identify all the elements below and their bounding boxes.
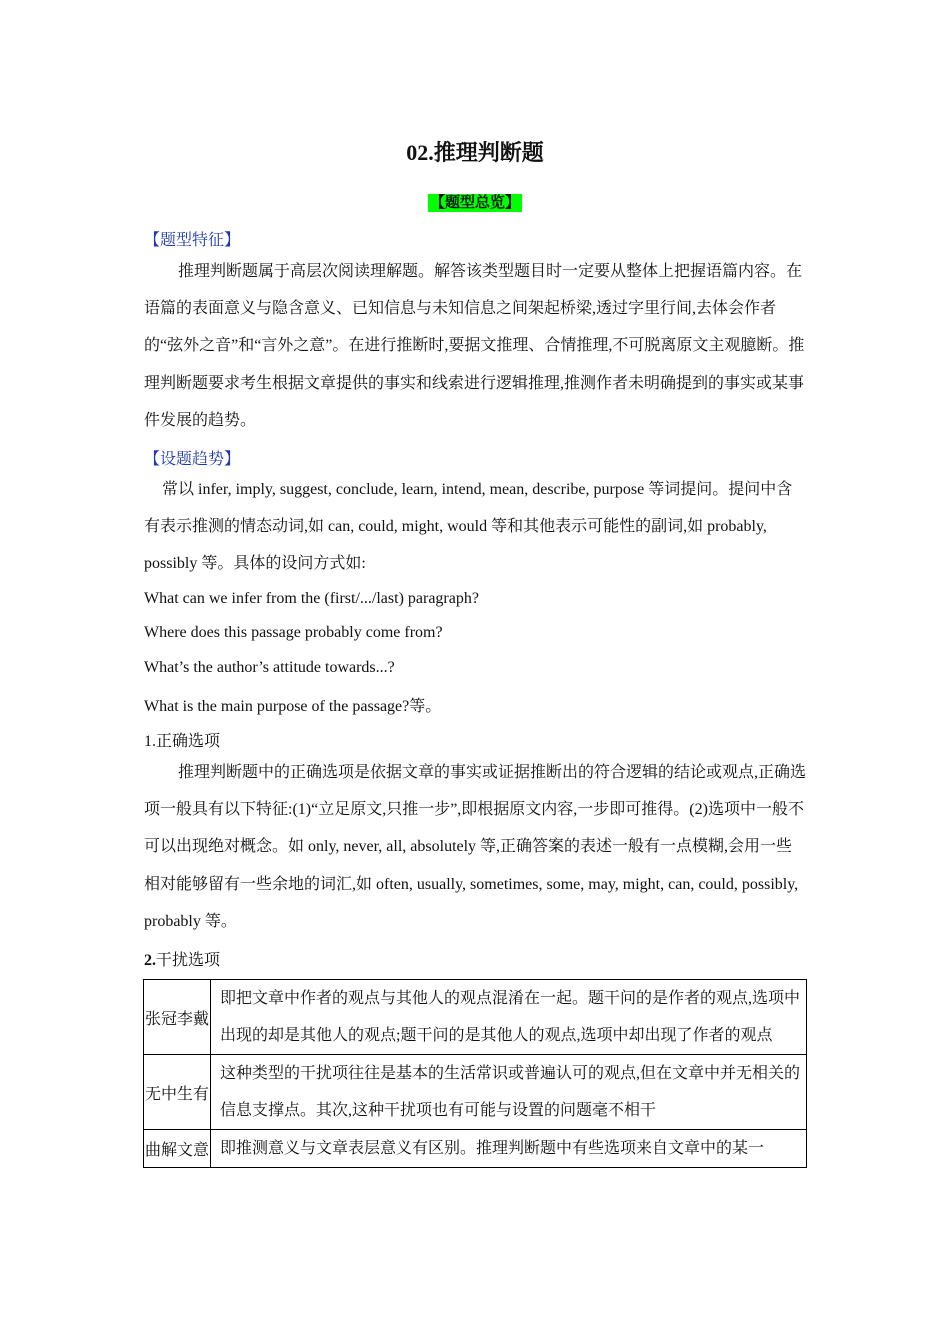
correct-heading: 1.正确选项 <box>144 733 221 750</box>
distractor-type: 曲解文意 <box>144 1130 211 1168</box>
distractor-table <box>143 979 807 1168</box>
distractor-description: 即推测意义与文章表层意义有区别。推理判断题中有些选项来自文章中的某一 <box>211 1130 807 1168</box>
page-title: 02.推理判断题 <box>406 140 544 165</box>
distractors-heading-text: 干扰选项 <box>156 952 221 969</box>
table-row <box>144 1130 807 1168</box>
distractor-type: 无中生有 <box>144 1055 211 1130</box>
distractors-heading <box>144 947 220 970</box>
question-example: What’s the author’s attitude towards...? <box>144 659 395 676</box>
distractor-description: 即把文章中作者的观点与其他人的观点混淆在一起。题干问的是作者的观点,选项中出现的却是其他人的观点;题干问的是其他人的观点,选项中却出现了作者的观点 <box>211 980 807 1055</box>
question-example: What is the main purpose of the passage?等。 <box>144 698 442 715</box>
table-row <box>144 980 807 1055</box>
features-paragraph: 推理判断题属于高层次阅读理解题。解答该类型题目时一定要从整体上把握语篇内容。在语篇的表面意义与隐含意义、已知信息与未知信息之间架起桥梁,透过字里行间,去体会作者的“弦外之音”和“言外之意”。在进行推断时,要据文推理、合情推理,不可脱离原文主观臆断。推理判断题要求考生根据文章提供的事实和线索进行逻辑推理,推测作者未明确提到的事实或某事件发展的趋势。 <box>144 263 805 429</box>
question-example: What can we infer from the (first/.../last) paragraph? <box>144 590 479 607</box>
features-heading: 【题型特征】 <box>144 232 241 249</box>
distractor-description: 这种类型的干扰项往往是基本的生活常识或普遍认可的观点,但在文章中并无相关的信息支撑点。其次,这种干扰项也有可能与设置的问题毫不相干 <box>211 1055 807 1130</box>
overview-highlight: 【题型总览】 <box>429 195 520 211</box>
distractors-heading-number: 2. <box>144 952 156 969</box>
correct-paragraph: 推理判断题中的正确选项是依据文章的事实或证据推断出的符合逻辑的结论或观点,正确选项一般具有以下特征:(1)“立足原文,只推一步”,即根据原文内容,一步即可推得。(2)选项中一般不可以出现绝对概念。如 only, never, all, absolutely 等,正确答案的表述一般有一点模糊,会用一些相对能够留有一些余地的词汇,如 often, usually, sometimes, some, may, might, can, could, possibly, probably 等。 <box>144 764 807 930</box>
question-example: Where does this passage probably come from? <box>144 624 443 641</box>
trend-heading: 【设题趋势】 <box>144 451 241 468</box>
overview-label <box>0 191 950 212</box>
table-row <box>144 1055 807 1130</box>
trend-paragraph: 常以 infer, imply, suggest, conclude, learn, intend, mean, describe, purpose 等词提问。提问中含有表示推测的情态动词,如 can, could, might, would 等和其他表示可能性的副词,如 probably, possibly 等。具体的设问方式如: <box>144 481 793 573</box>
distractor-type: 张冠李戴 <box>144 980 211 1055</box>
